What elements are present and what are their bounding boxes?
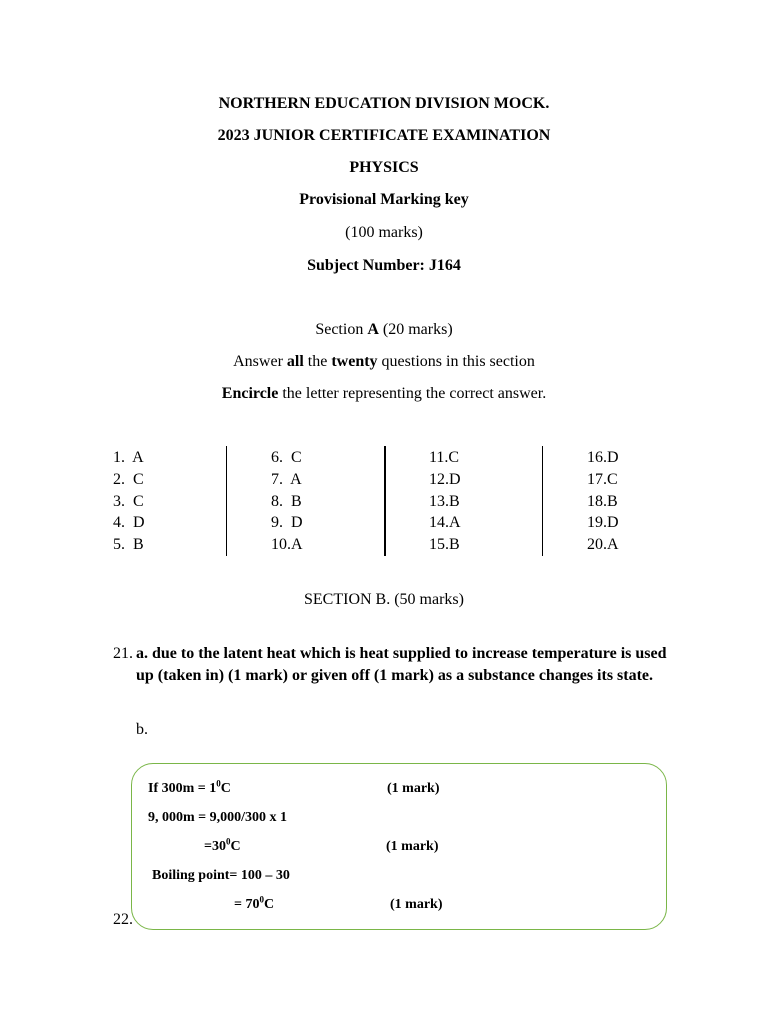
calc-line-2: 9, 000m = 9,000/300 x 1 xyxy=(148,810,288,825)
answer-item: 8. B xyxy=(271,492,302,510)
answer-item: 2. C xyxy=(113,470,144,488)
answer-item: 1. A xyxy=(113,449,144,466)
header-subject-number: Subject Number: J164 xyxy=(307,257,461,274)
section-a-title: Section A (20 marks) xyxy=(315,321,453,338)
question-number: 21. xyxy=(113,645,133,662)
answer-item: 18.B xyxy=(587,492,618,510)
calc-mark-3: (1 mark) xyxy=(390,897,443,912)
calc-mark-1: (1 mark) xyxy=(387,781,440,796)
header-line-1: NORTHERN EDUCATION DIVISION MOCK. xyxy=(218,95,550,112)
answer-item: 11.C xyxy=(429,449,460,466)
header-subject: PHYSICS xyxy=(349,159,419,176)
calc-line-3: $=30^0C$ xyxy=(204,836,241,854)
answer-item: 14.A xyxy=(429,514,461,532)
calc-line-5: = $70^0C$ xyxy=(234,894,275,912)
answer-column-1 xyxy=(113,447,145,556)
answer-item: 3. C xyxy=(113,492,144,510)
answer-item: 9. D xyxy=(271,514,303,532)
section-a-encircle-instruction: Encircle the letter representing the correct answer. xyxy=(221,385,547,402)
section-a-instruction: Answer all the twenty questions in this section xyxy=(233,353,535,370)
column-divider xyxy=(542,446,543,556)
answer-item: 4. D xyxy=(113,514,145,532)
answer-item: 10.A xyxy=(271,536,303,554)
answer-item: 15.B xyxy=(429,536,460,554)
answer-item: 20.A xyxy=(587,536,619,554)
answer-item: 6. C xyxy=(271,449,302,466)
column-divider xyxy=(226,446,227,556)
question-22-number: 22. xyxy=(113,911,133,928)
header-line-2: 2023 JUNIOR CERTIFICATE EXAMINATION xyxy=(217,127,551,144)
answer-item: 16.D xyxy=(587,449,619,466)
answer-item: 12.D xyxy=(429,470,461,488)
answer-item: 17.C xyxy=(587,470,618,488)
header-marking-key: Provisional Marking key xyxy=(299,191,469,208)
answer-item: 5. B xyxy=(113,536,144,554)
answer-item: 19.D xyxy=(587,514,619,532)
answer-item: 7. A xyxy=(271,470,302,488)
column-divider xyxy=(384,446,386,556)
answer-column-4 xyxy=(587,447,619,556)
question-21-part-a: a. due to the latent heat which is heat supplied to increase temperature is used up (taken in) (1 mark) or given off (1 mark) as a substance changes its state. xyxy=(136,645,667,684)
answer-item: 13.B xyxy=(429,492,460,510)
section-b-title: SECTION B. (50 marks) xyxy=(304,591,464,608)
answer-column-3 xyxy=(429,447,461,556)
header-total-marks: (100 marks) xyxy=(345,224,423,241)
calc-line-4: Boiling point= 100 – 30 xyxy=(152,868,290,883)
calc-line-1: If $300m = 1^0C$ xyxy=(148,778,231,796)
calc-mark-2: (1 mark) xyxy=(386,839,439,854)
question-21 xyxy=(113,643,673,687)
question-21-part-b-label: b. xyxy=(136,721,148,738)
answer-column-2 xyxy=(271,447,303,556)
